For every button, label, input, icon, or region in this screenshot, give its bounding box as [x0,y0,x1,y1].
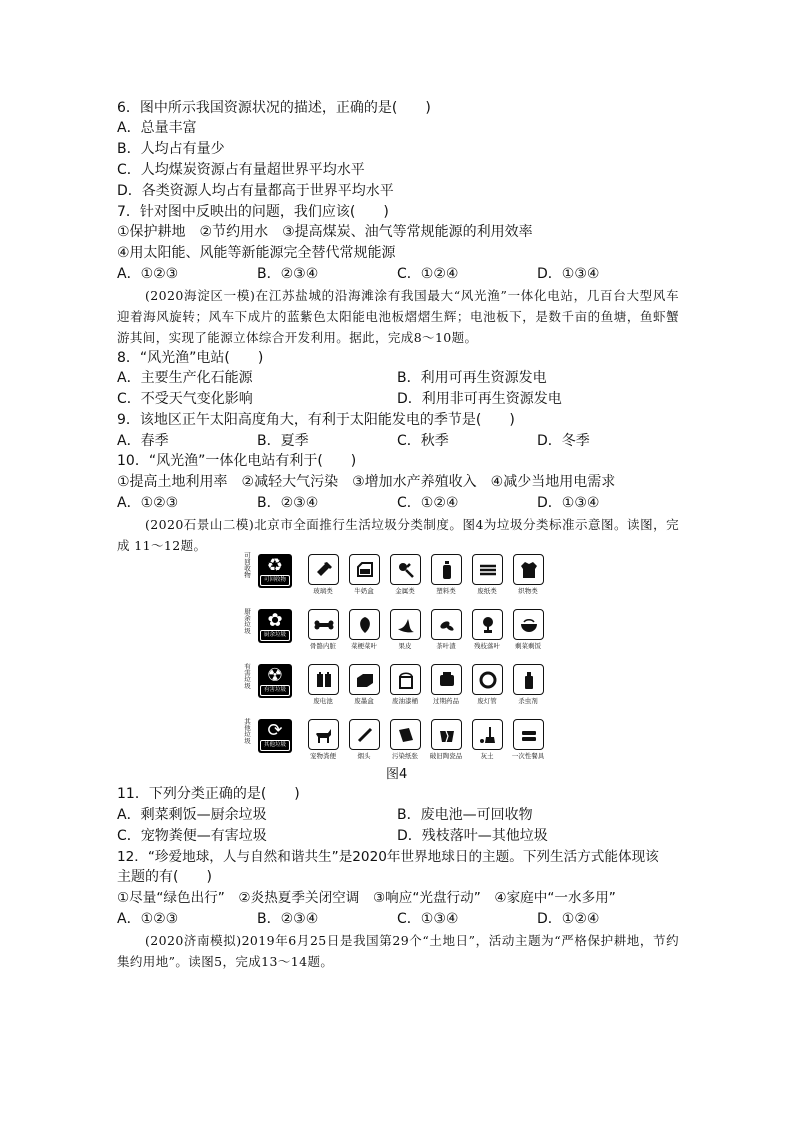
waste-sorting-figure [238,550,558,765]
clothing-icon [513,554,544,585]
q12-choices-line1: ①尽量“绿色出行” ②炎热夏季关闭空调 ③响应“光盘行动” ④家庭中“一水多用” [117,890,616,906]
fruit-peel-icon [390,609,421,640]
row-label-recyclable: 可回收物 [243,552,251,578]
q6-stem: 6．图中所示我国资源状况的描述，正确的是( ) [117,100,431,116]
q7-stem: 7．针对图中反映出的问题，我们应该( ) [117,204,389,220]
broken-ceramics-icon [431,719,462,750]
dirty-paper-icon [390,719,421,750]
intro-q8-10: (2020海淀区一模)在江苏盐城的沿海滩涂有我国最大“风光渔”一体化电站，几百台大型风车迎着海风旋转；风车下成片的蓝紫色太阳能电池板熠熠生辉；电池板下，是数千亩的鱼塘，鱼虾蟹游其间，实现了能源立体综合开发利用。据此，完成8～10题。 [117,288,679,345]
hazardous-category-icon: ☢ 有害垃圾 [258,664,292,698]
q7-option-a: A．①②③ [117,266,179,282]
item-label: 织物类 [518,587,538,595]
q6-option-a: A．总量丰富 [117,120,197,136]
item-label: 塑料类 [436,587,456,595]
q10-stem: 10．“风光渔”一体化电站有利于( ) [117,453,357,469]
row-label-kitchen: 厨余垃圾 [243,608,251,634]
q7-choices-line2: ④用太阳能、风能等新能源完全替代常规能源 [117,245,396,261]
q10-option-a: A．①②③ [117,495,179,511]
q6-option-c: C．人均煤炭资源占有量超世界平均水平 [117,162,365,178]
q7-option-d: D．①③④ [537,266,600,282]
item-label: 杀虫剂 [518,697,538,705]
q7-option-c: C．①②④ [397,266,459,282]
q9-option-d: D．冬季 [537,433,590,449]
vegetable-icon [349,609,380,640]
q12-option-a: A．①②③ [117,911,179,927]
item-label: 宠物粪便 [310,752,336,760]
q10-option-d: D．①③④ [537,495,600,511]
disposable-tableware-icon [513,719,544,750]
item-label: 废灯管 [477,697,497,705]
q10-option-b: B．②③④ [257,495,319,511]
intro-q13-14: (2020济南模拟)2019年6月25日是我国第29个“土地日”，活动主题为“严格保护耕地，节约集约用地”。读图5，完成13～14题。 [117,933,679,969]
item-label: 过期药品 [433,697,459,705]
q11-option-b: B．废电池—可回收物 [397,807,533,823]
q7-option-b: B．②③④ [257,266,319,282]
q6-option-d: D．各类资源人均占有量都高于世界平均水平 [117,183,394,199]
q10-choices-line1: ①提高土地利用率 ②减轻大气污染 ③增加水产养殖收入 ④减少当地用电需求 [117,474,616,490]
paint-bucket-icon [390,664,421,695]
item-label: 牛奶盒 [354,587,374,595]
item-label: 废电池 [313,697,333,705]
q10-option-c: C．①②④ [397,495,459,511]
dust-broom-icon [472,719,503,750]
metal-tools-icon [390,554,421,585]
insecticide-icon [513,664,544,695]
row-label-hazardous: 有害垃圾 [243,663,251,689]
q8-option-d: D．利用非可再生资源发电 [397,391,562,407]
waste-paper-icon [472,554,503,585]
row-label-other: 其他垃圾 [243,718,251,744]
q9-option-c: C．秋季 [397,433,449,449]
item-label: 果皮 [398,642,412,650]
q6-option-b: B．人均占有量少 [117,141,225,157]
q12-stem-line2: 主题的有( ) [117,869,212,885]
item-label: 玻璃类 [313,587,333,595]
q9-option-a: A．春季 [117,433,169,449]
q8-option-a: A．主要生产化石能源 [117,370,253,386]
expired-medicine-icon [431,664,462,695]
q7-choices-line1: ①保护耕地 ②节约用水 ③提高煤炭、油气等常规能源的利用效率 [117,224,533,240]
item-label: 破旧陶瓷品 [429,752,463,760]
q12-option-b: B．②③④ [257,911,319,927]
item-label: 骨骼内脏 [310,642,336,650]
item-label: 灰土 [480,752,494,760]
q9-stem: 9．该地区正午太阳高度角大，有利于太阳能发电的季节是( ) [117,412,515,428]
battery-icon [308,664,339,695]
pet-waste-icon [308,719,339,750]
item-label: 废油漆桶 [392,697,418,705]
q11-option-c: C．宠物粪便—有害垃圾 [117,828,267,844]
tea-leaves-icon [431,609,462,640]
q8-option-c: C．不受天气变化影响 [117,391,253,407]
figure-caption: 图4 [386,767,408,782]
q12-option-c: C．①③④ [397,911,459,927]
bone-icon [308,609,339,640]
fallen-leaves-icon [472,609,503,640]
milk-carton-icon [349,554,380,585]
q11-option-a: A．剩菜剩饭—厨余垃圾 [117,807,267,823]
item-label: 烟头 [357,752,371,760]
q11-option-d: D．残枝落叶—其他垃圾 [397,828,548,844]
item-label: 一次性餐具 [511,752,545,760]
q8-stem: 8．“风光渔”电站( ) [117,350,264,366]
item-label: 废纸类 [477,587,497,595]
q11-stem: 11．下列分类正确的是( ) [117,786,300,802]
ink-cartridge-icon [349,664,380,695]
plastic-bottle-icon [431,554,462,585]
q8-option-b: B．利用可再生资源发电 [397,370,547,386]
fluorescent-tube-icon [472,664,503,695]
cigarette-butt-icon [349,719,380,750]
item-label: 金属类 [395,587,415,595]
q9-option-b: B．夏季 [257,433,309,449]
other-waste-category-icon: ⟳ 其他垃圾 [258,719,292,753]
recyclable-category-icon: ♻ 可回收物 [258,554,292,588]
q12-stem-line1: 12．“珍爱地球，人与自然和谐共生”是2020年世界地球日的主题。下列生活方式能体现该 [117,849,659,865]
item-label: 污染纸张 [392,752,418,760]
leftover-food-icon [513,609,544,640]
item-label: 剩菜剩饭 [515,642,541,650]
item-label: 残枝落叶 [474,642,500,650]
item-label: 菜梗菜叶 [351,642,377,650]
q12-option-d: D．①②④ [537,911,600,927]
intro-q11-12: (2020石景山二模)北京市全面推行生活垃圾分类制度。图4为垃圾分类标准示意图。读图，完成 11～12题。 [117,517,679,553]
item-label: 茶叶渣 [436,642,456,650]
item-label: 废墨盒 [354,697,374,705]
kitchen-waste-category-icon: ✿ 厨余垃圾 [258,609,292,643]
glass-bottle-icon [308,554,339,585]
